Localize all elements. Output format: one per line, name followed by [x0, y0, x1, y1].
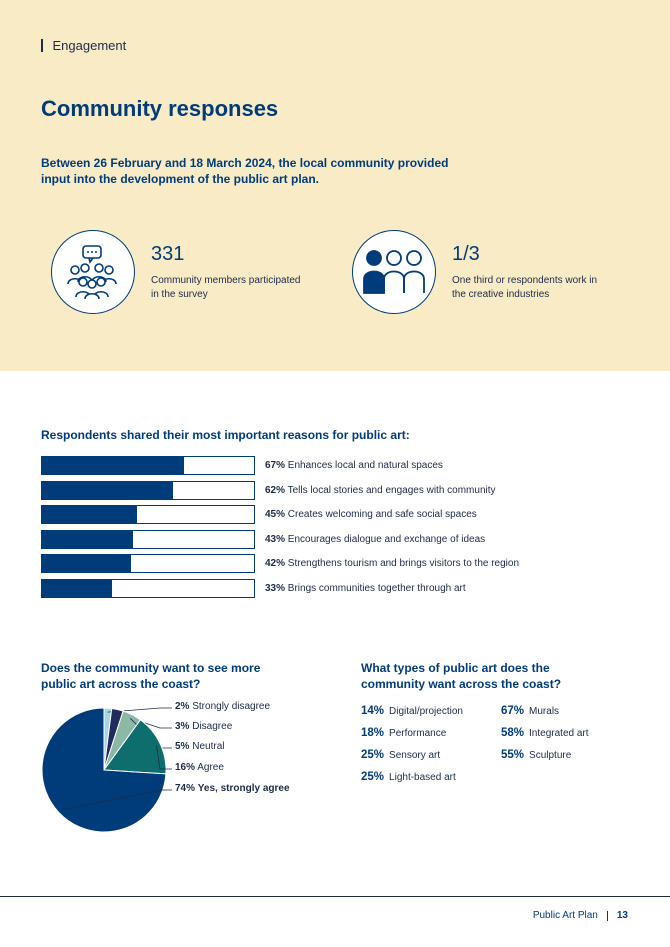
stat-value: 331: [151, 242, 185, 265]
bar-percent: 45%: [265, 509, 286, 521]
art-type-item: [361, 700, 463, 722]
bar-text: Strengthens tourism and brings visitors to the region: [287, 558, 520, 570]
pie-text: Agree: [197, 762, 224, 773]
bar-label: [265, 509, 477, 520]
bar-label: [265, 558, 519, 569]
bar-label: [265, 485, 496, 496]
art-types-column-1: [361, 700, 463, 788]
art-type-label: Integrated art: [529, 727, 589, 739]
footer-divider: [0, 896, 670, 897]
pie-label: [175, 701, 270, 712]
pie-percent: 74%: [175, 783, 196, 794]
bar-fill: [42, 555, 131, 572]
community-group-icon: [51, 230, 135, 314]
art-type-percent: 18%: [361, 727, 385, 739]
stat-description: One third or respondents work in the creative industries: [452, 274, 598, 300]
bar-fill: [42, 531, 133, 548]
bar-track: [41, 530, 255, 549]
reason-bar-row: [41, 554, 519, 573]
more-art-title: Does the community want to see more public art across the coast?: [41, 661, 261, 691]
pie-text: Yes, strongly agree: [197, 783, 290, 794]
pie-label: [175, 721, 232, 732]
bar-text: Brings communities together through art: [287, 582, 466, 594]
reason-bar-row: [41, 481, 519, 500]
bar-fill: [42, 506, 137, 523]
stat-respondents: [51, 230, 311, 314]
pie-label: [175, 783, 290, 794]
bar-text: Encourages dialogue and exchange of ideas: [287, 533, 486, 545]
stat-description: Community members participated in the survey: [151, 274, 301, 300]
bar-percent: 33%: [265, 582, 286, 594]
pie-label: [175, 762, 224, 773]
art-type-item: [361, 722, 463, 744]
pie-percent: 5%: [175, 741, 190, 752]
art-type-percent: 25%: [361, 749, 385, 761]
art-type-label: Sensory art: [389, 749, 441, 761]
art-type-percent: 58%: [501, 727, 525, 739]
section-name: Engagement: [52, 38, 127, 53]
reason-bar-row: [41, 505, 519, 524]
pie-label: [175, 741, 224, 752]
bar-label: [265, 460, 443, 471]
bar-label: [265, 583, 466, 594]
pie-text: Neutral: [192, 741, 225, 752]
page-number: 13: [616, 910, 628, 921]
bar-fill: [42, 457, 184, 474]
reason-bar-row: [41, 530, 519, 549]
footer-separator: [607, 911, 608, 921]
art-type-label: Light-based art: [389, 771, 456, 783]
intro-text: Between 26 February and 18 March 2024, the local community provided input into the development of the public art plan.: [41, 156, 449, 186]
bar-label: [265, 534, 485, 545]
bar-fill: [42, 482, 173, 499]
art-type-item: [361, 744, 463, 766]
pie-percent: 2%: [175, 701, 190, 712]
art-type-item: [361, 766, 463, 788]
section-label: [41, 38, 126, 53]
bar-percent: 67%: [265, 460, 286, 471]
document-title: Public Art Plan: [532, 910, 598, 921]
section-divider: [41, 39, 43, 52]
bar-track: [41, 481, 255, 500]
art-type-percent: 67%: [501, 705, 525, 717]
art-type-label: Sculpture: [529, 749, 572, 761]
art-type-item: [501, 744, 589, 766]
reasons-title: Respondents shared their most important reasons for public art:: [41, 428, 410, 442]
art-type-percent: 55%: [501, 749, 525, 761]
footer: [533, 910, 628, 921]
art-type-percent: 14%: [361, 705, 385, 717]
art-type-percent: 25%: [361, 771, 385, 783]
reason-bar-row: [41, 456, 519, 475]
bar-text: Creates welcoming and safe social spaces: [287, 509, 477, 521]
bar-track: [41, 505, 255, 524]
art-type-item: [501, 722, 589, 744]
bar-text: Tells local stories and engages with community: [287, 484, 496, 496]
reason-bar-row: [41, 579, 519, 598]
reasons-bar-chart: [41, 456, 519, 604]
art-type-label: Digital/projection: [389, 705, 463, 717]
art-types-title: What types of public art does the community want across the coast?: [361, 661, 562, 691]
pie-text: Strongly disagree: [192, 701, 271, 712]
art-type-label: Murals: [529, 705, 560, 717]
bar-percent: 62%: [265, 484, 286, 496]
art-type-label: Performance: [389, 727, 447, 739]
stat-value: 1/3: [452, 242, 480, 265]
bar-text: Enhances local and natural spaces: [287, 460, 443, 471]
pie-text: Disagree: [192, 721, 233, 732]
page-title: Community responses: [41, 96, 279, 121]
bar-percent: 43%: [265, 533, 286, 545]
pie-percent: 3%: [175, 721, 190, 732]
people-group-icon: [352, 230, 436, 314]
bar-track: [41, 456, 255, 475]
stat-creative: [352, 230, 612, 314]
art-type-item: [501, 700, 589, 722]
bar-fill: [42, 580, 112, 597]
pie-percent: 16%: [175, 762, 196, 773]
bar-track: [41, 554, 255, 573]
art-types-column-2: [501, 700, 589, 766]
bar-track: [41, 579, 255, 598]
more-art-pie-chart: [38, 700, 328, 840]
bar-percent: 42%: [265, 558, 286, 570]
